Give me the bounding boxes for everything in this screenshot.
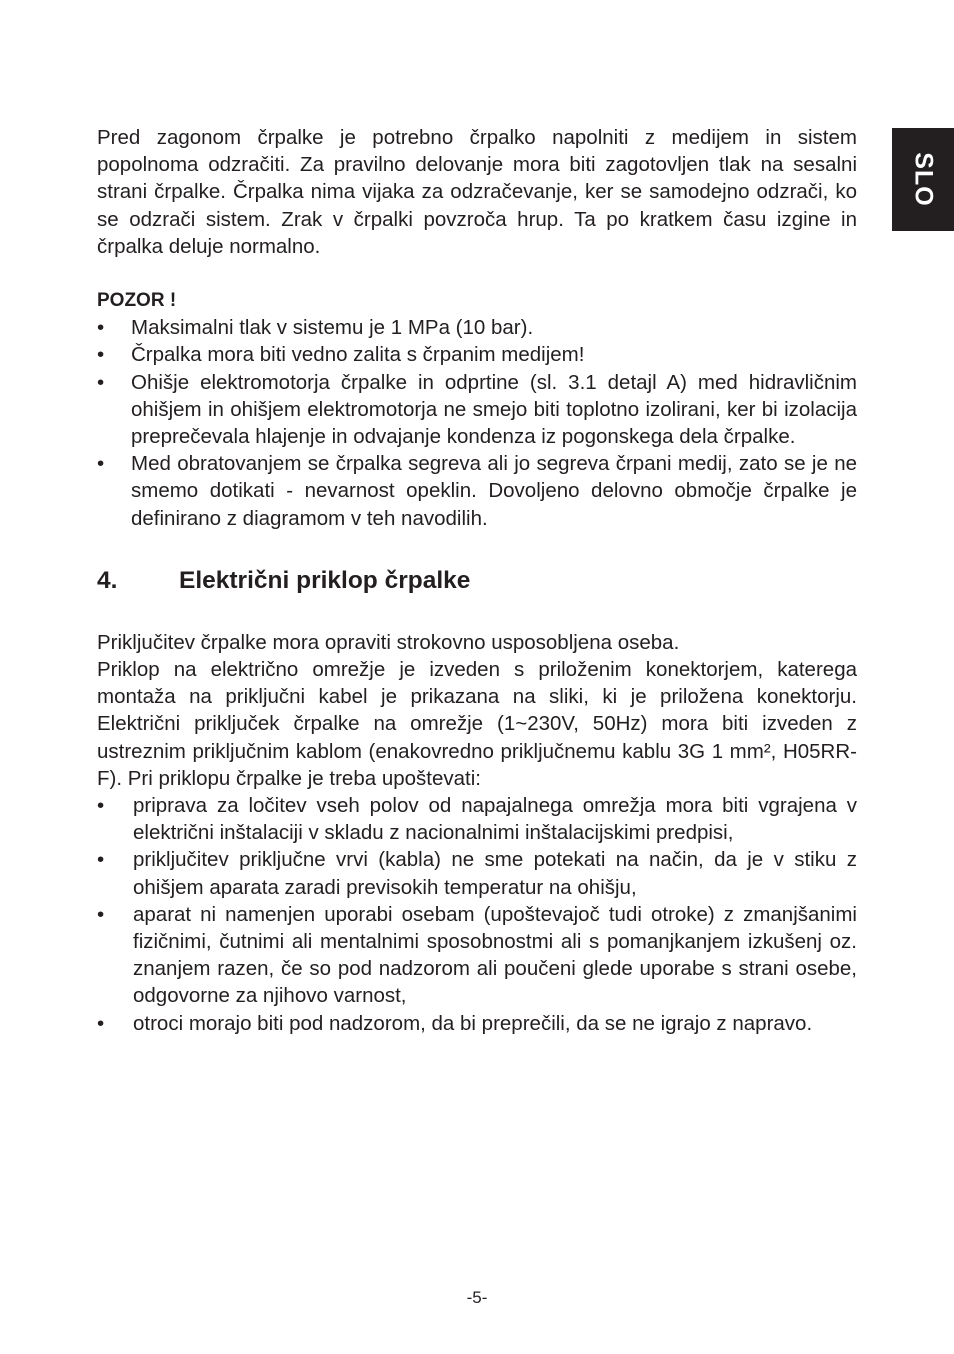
list-item-text: priprava za ločitev vseh polov od napajalnega omrežja mora biti vgrajena v električni inštalaciji v skladu z nacionalnimi inštalacijskimi predpisi,: [133, 794, 857, 845]
list-item-text: Črpalka mora biti vedno zalita s črpanim medijem!: [131, 343, 585, 367]
list-item-text: Ohišje elektromotorja črpalke in odprtine (sl. 3.1 detajl A) med hidravličnim ohišjem in ohišjem elektromotorja ne smejo biti toplotno izolirani, ker bi izolacija preprečevala hlajenje in odvajanje kondenza iz pogonskega dela črpalke.: [131, 370, 857, 449]
list-item: [97, 450, 857, 532]
language-tab-label: SLO: [909, 152, 938, 207]
section-title: Električni priklop črpalke: [179, 566, 471, 594]
list-item-text: Med obratovanjem se črpalka segreva ali jo segreva črpani medij, zato se je ne smemo dotikati - nevarnost opeklin. Dovoljeno delovno območje črpalke je definirano z diagramom v teh navodilih.: [131, 452, 857, 530]
section-paragraph-2: Priklop na električno omrežje je izveden s priloženim konektorjem, katerega montaža na priključni kabel je prikazana na sliki, ki je priložena konektorju. Električni priključek črpalke na omrežje (1~230V, 50Hz) mora biti izveden z ustreznim priključnim kablom (enakovredno priključnemu kablu 3G 1 mm², H05RR-F). Pri priklopu črpalke je treba upoštevati:: [97, 658, 857, 790]
bullet-icon: •: [97, 902, 105, 926]
list-item-text: priključitev priključne vrvi (kabla) ne sme potekati na način, da je v stiku z ohišjem aparata zaradi previsokih temperatur na ohišju,: [133, 848, 857, 899]
language-tab: [892, 128, 954, 231]
list-item: [97, 901, 857, 1010]
bullet-icon: •: [97, 370, 105, 394]
section-paragraph-1: Priključitev črpalke mora opraviti strokovno usposobljena oseba.: [97, 630, 680, 654]
page-number: -5-: [466, 1288, 488, 1307]
intro-paragraph: Pred zagonom črpalke je potrebno črpalko napolniti z medijem in sistem popolnoma odzračiti. Za pravilno delovanje mora biti zagotovljen tlak na sesalni strani črpalke. Črpalka nima vijaka za odzračevanje, ker se samodejno odzrači, ko se odzrači sistem. Zrak v črpalki povzroča hrup. Ta po kratkem času izgine in črpalka deluje normalno.: [97, 126, 857, 258]
list-item: [97, 341, 857, 368]
section-heading: [97, 566, 857, 596]
list-item-text: otroci morajo biti pod nadzorom, da bi preprečili, da se ne igrajo z napravo.: [133, 1011, 813, 1035]
bullet-icon: •: [97, 794, 105, 818]
bullet-icon: •: [97, 1011, 105, 1035]
list-item: [97, 846, 857, 900]
connection-requirements-list: [97, 792, 857, 1037]
list-item: [97, 314, 857, 341]
bullet-icon: •: [97, 848, 105, 872]
list-item: [97, 1010, 857, 1037]
list-item-text: aparat ni namenjen uporabi osebam (upoštevajoč tudi otroke) z zmanjšanimi fizičnimi, čutnimi ali mentalnimi sposobnostmi ali s pomanjkanjem izkušenj oz. znanjem razen, če so pod nadzorom ali poučeni glede uporabe s strani osebe, odgovorne za njihovo varnost,: [133, 902, 857, 1008]
warning-list: [97, 314, 857, 532]
bullet-icon: •: [97, 343, 105, 367]
section-number: 4.: [97, 566, 118, 594]
list-item: [97, 369, 857, 451]
page-content: [97, 124, 857, 1037]
list-item: [97, 792, 857, 846]
bullet-icon: •: [97, 452, 105, 476]
list-item-text: Maksimalni tlak v sistemu je 1 MPa (10 bar).: [131, 316, 534, 340]
warning-heading: POZOR !: [97, 290, 177, 312]
bullet-icon: •: [97, 316, 105, 340]
